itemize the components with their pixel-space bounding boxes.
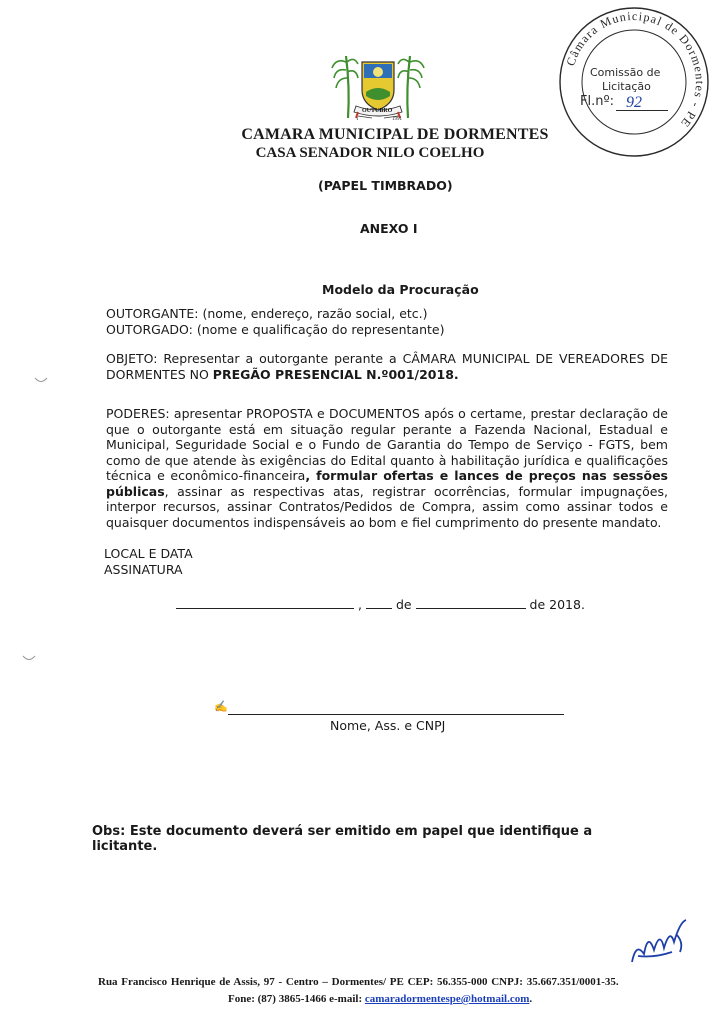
objeto-text: OBJETO: Representar a outorgante perante a CÂMARA MUNICIPAL DE VEREADORES DE DORMENTES NO [106, 351, 668, 382]
pen-mark-icon: ✍ [214, 701, 228, 713]
poderes-bold: , formular ofertas e lances de preços nas sessões públicas [106, 468, 668, 499]
poderes-text-1: PODERES: apresentar PROPOSTA e DOCUMENTOS após o certame, prestar declaração de que o outorgante está em situação regular perante a Fazenda Nacional, Estadual e Municipal, Seguridade Social e o Fundo de Garantia do Tempo de Serviço - FGTS, bem como de que atende às exigências do Edital quanto à habilitação jurídica e qualificações técnica e econômico-financeira [106, 406, 668, 483]
modelo-title: Modelo da Procuração [322, 282, 479, 297]
footer-email-end: . [529, 993, 533, 1005]
signature-line [228, 714, 564, 715]
stamp-label-line1: Comissão de [590, 66, 661, 79]
date-comma: , [357, 597, 362, 612]
outorgado-line: OUTORGADO: (nome e qualificação do representante) [106, 322, 445, 337]
footer-phone: Fone: (87) 3865-1466 e-mail: [228, 993, 365, 1005]
papel-timbrado-label: (PAPEL TIMBRADO) [318, 178, 453, 193]
crest-ribbon-right: 1991 [392, 117, 402, 122]
outorgante-line: OUTORGANTE: (nome, endereço, razão social, etc.) [106, 306, 428, 321]
footer-contact [228, 993, 628, 1005]
poderes-paragraph [106, 406, 668, 530]
date-line [176, 596, 616, 612]
punch-hole-mark [22, 650, 36, 658]
crest-ribbon-text: OUTUBRO [362, 108, 393, 114]
date-de: de [395, 597, 412, 612]
stamp-fl-number: 92 [626, 94, 642, 111]
poderes-text-2: , assinar as respectivas atas, registrar ocorrências, formular impugnações, interpor recursos, assinar Contratos/Pedidos de Compra, assim como assinar todos e quaisquer documentos indispensáveis ao bom e fiel cumprimento do presente mandato. [106, 483, 668, 530]
assinatura-label: ASSINATURA [104, 562, 183, 577]
date-year: de 2018. [529, 597, 585, 612]
local-data-label: LOCAL E DATA [104, 546, 193, 561]
chamber-subtitle: CASA SENADOR NILO COELHO [255, 145, 485, 161]
crest-ribbon-left: 1 [356, 117, 359, 122]
day-blank [366, 596, 392, 609]
footer-address: Rua Francisco Henrique de Assis, 97 - Centro – Dormentes/ PE CEP: 56.355-000 CNPJ: 35.667.351/0001-35. [98, 976, 619, 988]
stamp-ring-text: Câmara Municipal de Dormentes - PE [563, 8, 708, 131]
signature-icon [624, 912, 694, 972]
footer-email-link[interactable]: camaradormentespe@hotmail.com [364, 993, 530, 1005]
punch-hole-mark [34, 372, 48, 380]
obs-note: Obs: Este documento deverá ser emitido em papel que identifique a licitante. [92, 824, 593, 854]
month-blank [416, 596, 526, 609]
stamp-label-line2: Licitação [602, 80, 651, 93]
nome-ass-cnpj-label: Nome, Ass. e CNPJ [330, 718, 446, 733]
stamp-fl-underline [616, 110, 668, 111]
local-blank [176, 596, 354, 609]
objeto-paragraph [106, 351, 668, 382]
anexo-title: ANEXO I [360, 221, 418, 236]
chamber-title: CAMARA MUNICIPAL DE DORMENTES [241, 126, 549, 143]
stamp-fl-label: Fl.nº: [580, 94, 614, 109]
objeto-pregao: PREGÃO PRESENCIAL N.º001/2018. [212, 366, 459, 382]
